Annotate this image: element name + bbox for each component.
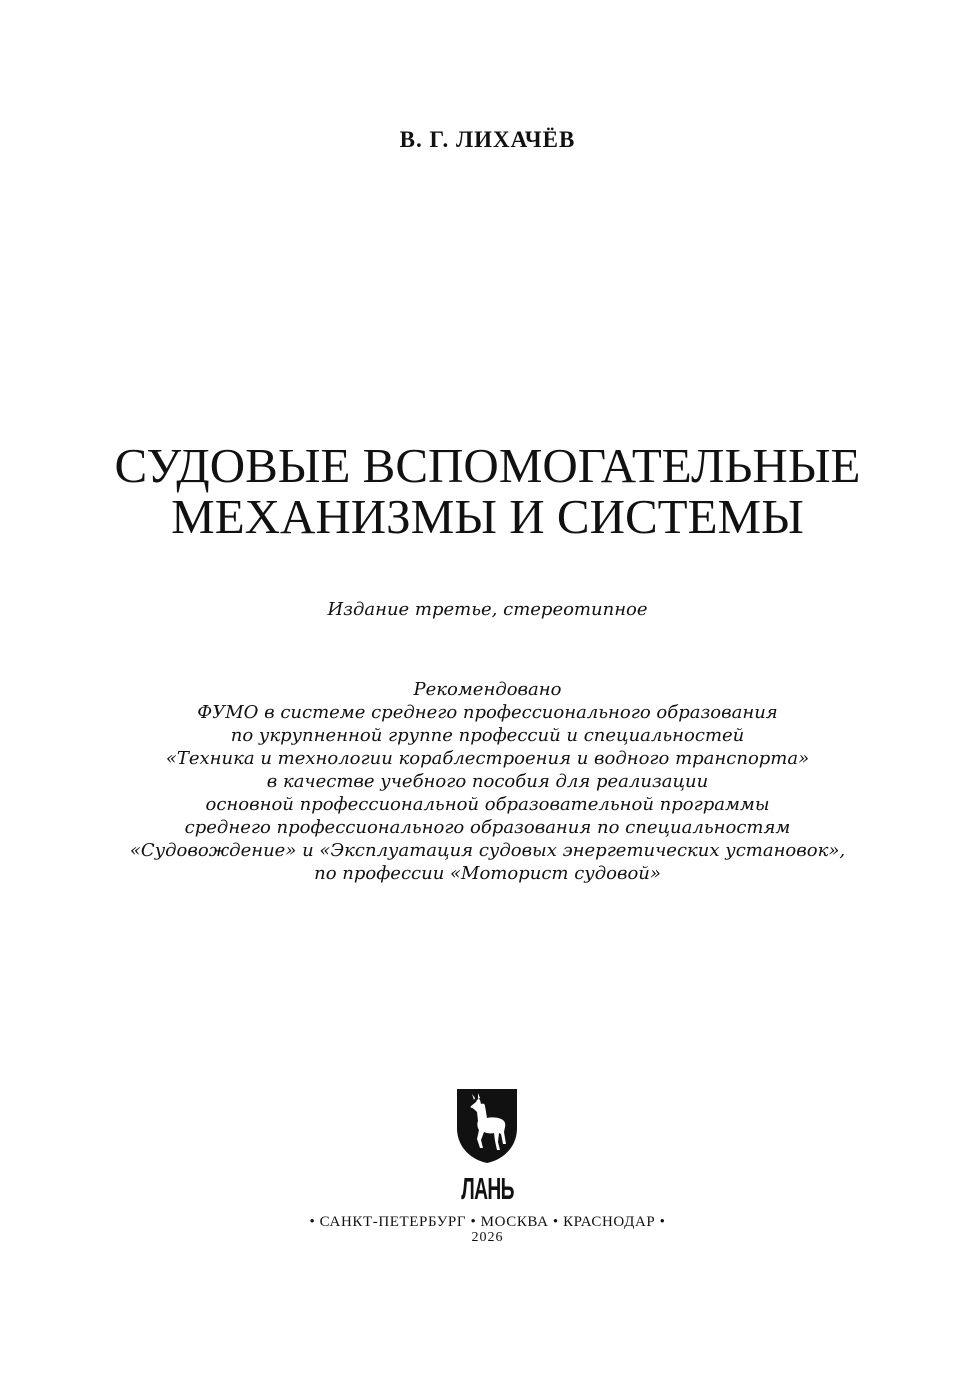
publisher-name: ЛАНЬ — [461, 1171, 514, 1206]
recommendation-block — [0, 678, 975, 885]
recommendation-line: ФУМО в системе среднего профессионального образования — [197, 702, 778, 723]
book-title-line-2: МЕХАНИЗМЫ И СИСТЕМЫ — [171, 489, 804, 544]
recommendation-line: «Судовождение» и «Эксплуатация судовых энергетических установок», — [129, 840, 846, 861]
recommendation-line: по профессии «Моторист судовой» — [314, 863, 661, 884]
recommendation-line: основной профессиональной образовательной программы — [205, 794, 770, 815]
publication-year: 2026 — [471, 1230, 504, 1245]
book-title-line-1: СУДОВЫЕ ВСПОМОГАТЕЛЬНЫЕ — [114, 438, 861, 493]
publisher-cities: • САНКТ-ПЕТЕРБУРГ • МОСКВА • КРАСНОДАР • — [309, 1214, 666, 1230]
recommendation-line: среднего профессионального образования по специальностям — [184, 817, 791, 838]
edition-note: Издание третье, стереотипное — [327, 599, 648, 620]
recommendation-line: «Техника и технологии кораблестроения и водного транспорта» — [165, 748, 810, 769]
doe-shield-icon — [456, 1088, 518, 1164]
recommendation-line: Рекомендовано — [413, 679, 562, 700]
book-title — [0, 440, 975, 542]
recommendation-line: по укрупненной группе профессий и специальностей — [230, 725, 745, 746]
recommendation-line: в качестве учебного пособия для реализации — [266, 771, 709, 792]
author-name: В. Г. ЛИХАЧЁВ — [399, 127, 576, 152]
